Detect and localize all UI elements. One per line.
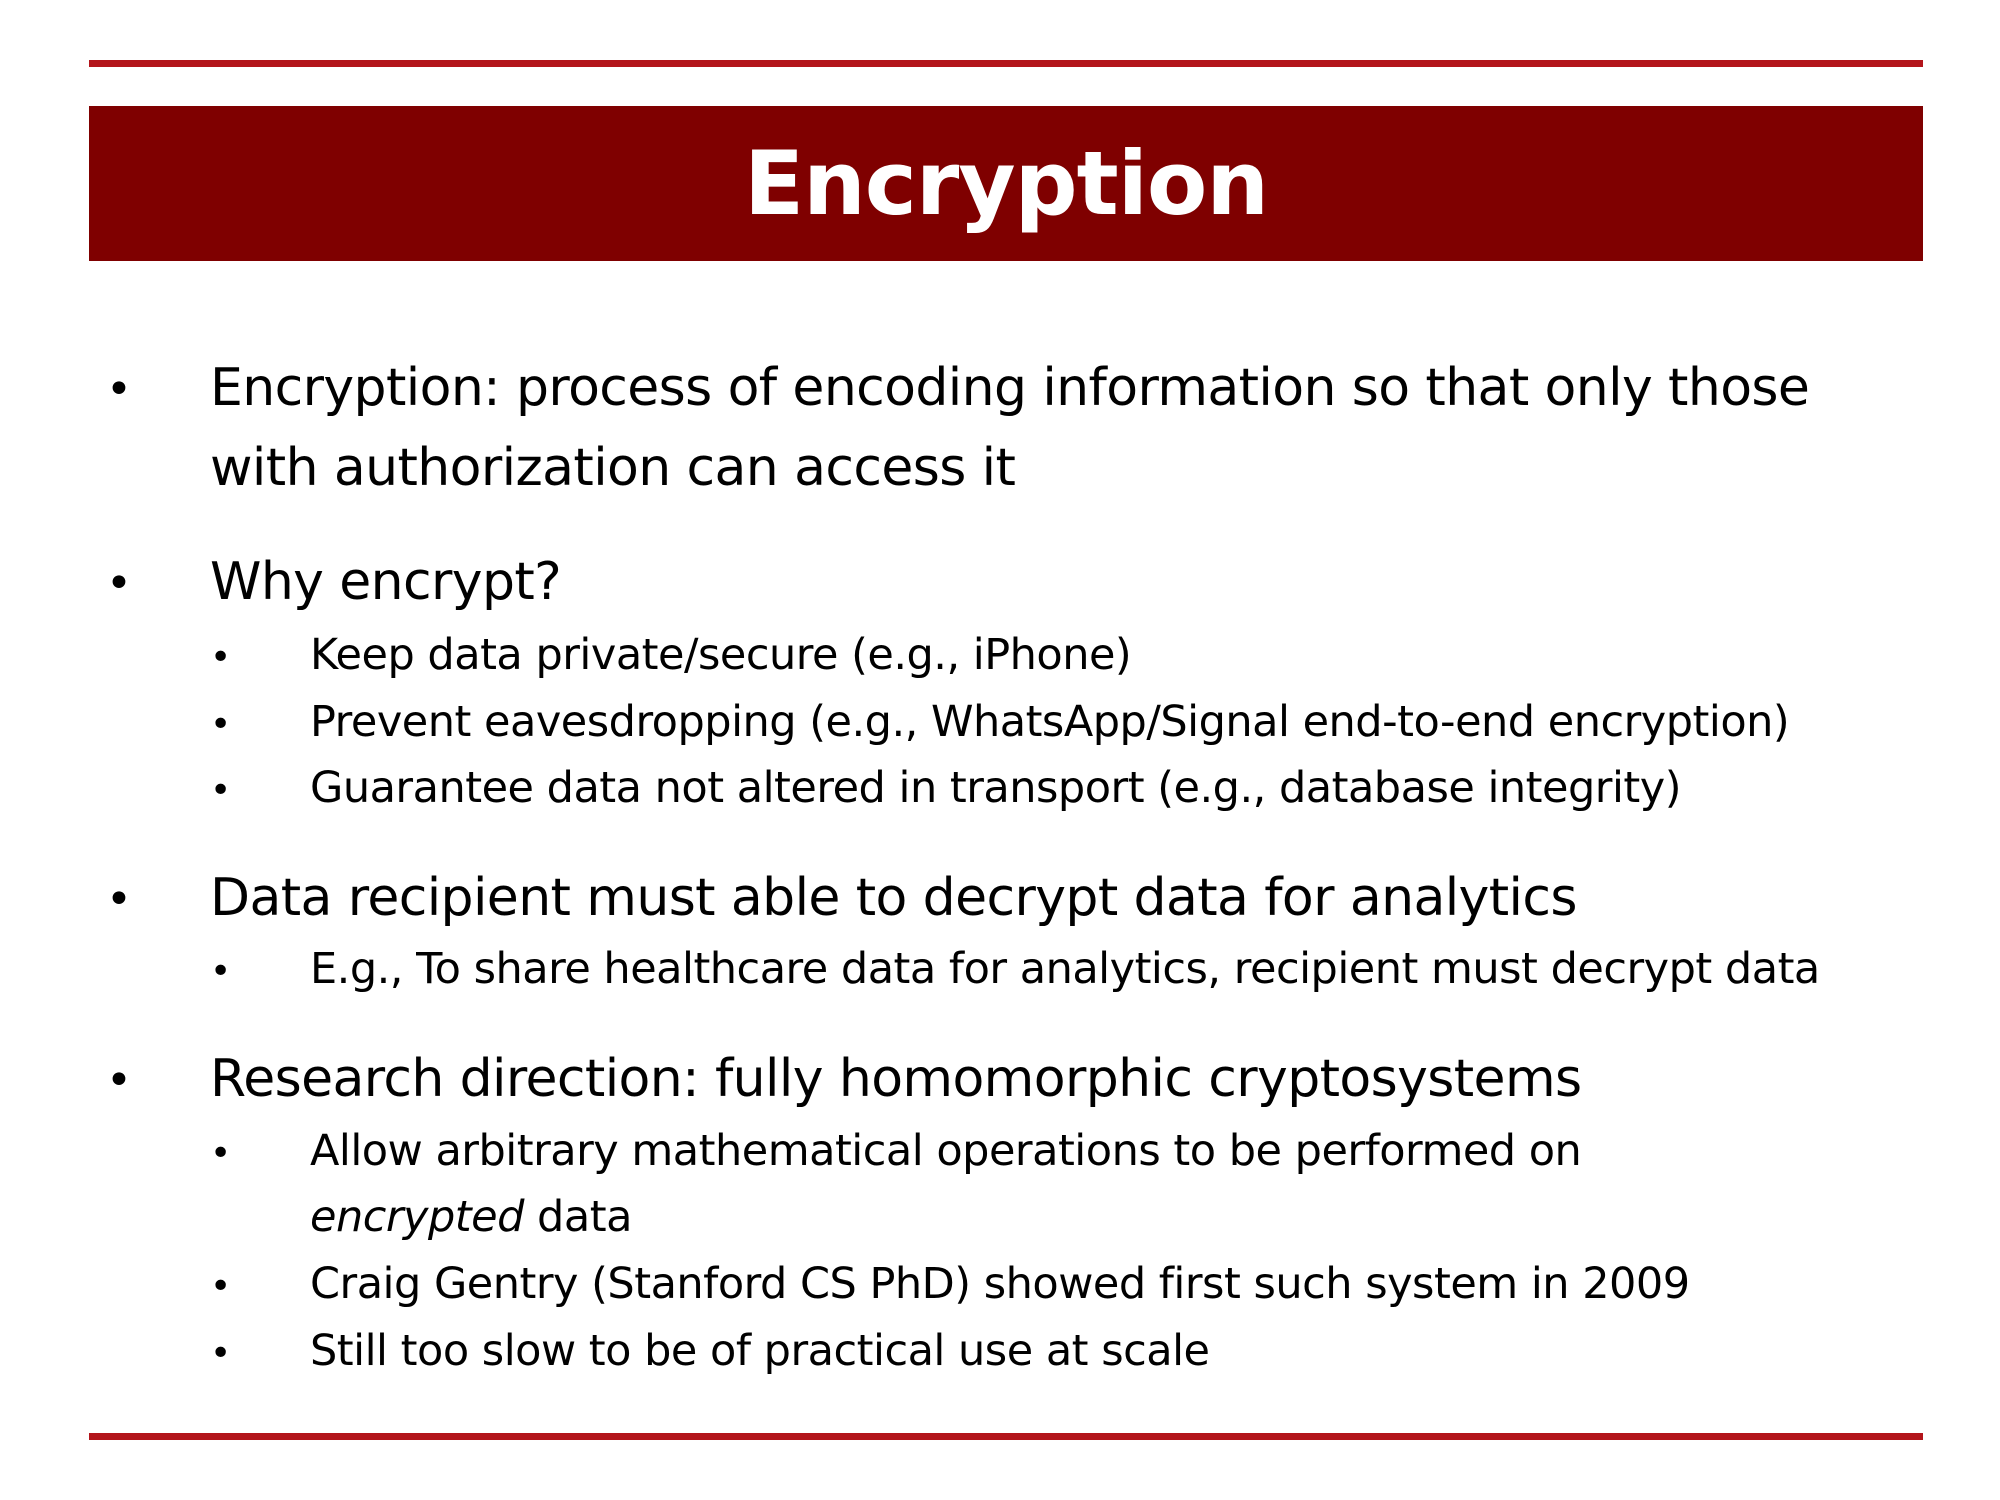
- sub-bullet-text: Still too slow to be of practical use at scale: [310, 1326, 1210, 1376]
- bullet-text: Encryption: process of encoding information so that only those: [210, 358, 1810, 418]
- bullet-glyph: •: [106, 1055, 132, 1106]
- sub-bullet-text: Prevent eavesdropping (e.g., WhatsApp/Signal end-to-end encryption): [310, 697, 1790, 747]
- sub-bullet-glyph: •: [210, 1133, 232, 1174]
- sub-bullet-glyph: •: [210, 704, 232, 745]
- bullet-text: Research direction: fully homomorphic cryptosystems: [210, 1049, 1582, 1109]
- sub-bullet-glyph: •: [210, 951, 232, 992]
- bullet-text: Data recipient must able to decrypt data for analytics: [210, 868, 1577, 928]
- sub-bullet-text-rest: data: [523, 1192, 632, 1242]
- sub-bullet-text: Allow arbitrary mathematical operations to be performed on: [310, 1126, 1582, 1176]
- bullet-text-continued: with authorization can access it: [210, 438, 1016, 498]
- sub-bullet-glyph: •: [210, 637, 232, 678]
- italic-word: encrypted: [310, 1192, 524, 1242]
- bullet-glyph: •: [106, 558, 132, 609]
- sub-bullet-text: E.g., To share healthcare data for analytics, recipient must decrypt data: [310, 944, 1820, 994]
- sub-bullet-glyph: •: [210, 1266, 232, 1307]
- bottom-rule: [89, 1433, 1923, 1440]
- sub-bullet-glyph: •: [210, 770, 232, 811]
- sub-bullet-text: Craig Gentry (Stanford CS PhD) showed first such system in 2009: [310, 1259, 1690, 1309]
- bullet-glyph: •: [106, 874, 132, 925]
- sub-bullet-text: Keep data private/secure (e.g., iPhone): [310, 630, 1132, 680]
- bullet-text: Why encrypt?: [210, 552, 562, 612]
- sub-bullet-text: Guarantee data not altered in transport (e.g., database integrity): [310, 763, 1681, 813]
- sub-bullet-text-continued: [310, 1184, 632, 1250]
- slide-title: Encryption: [743, 131, 1268, 235]
- sub-bullet-glyph: •: [210, 1333, 232, 1374]
- bullet-glyph: •: [106, 364, 132, 415]
